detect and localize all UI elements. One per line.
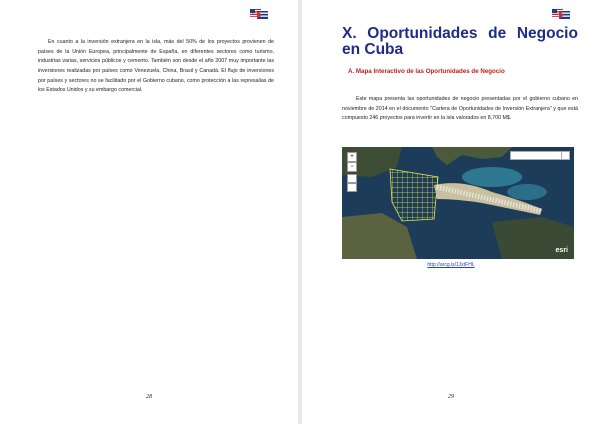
search-icon[interactable] bbox=[561, 151, 570, 160]
right-page bbox=[302, 0, 600, 424]
page-number: 28 bbox=[146, 394, 152, 400]
chapter-title-line2: en Cuba bbox=[342, 41, 404, 58]
zoom-in-button[interactable]: + bbox=[347, 152, 357, 162]
zoom-out-button[interactable]: − bbox=[347, 162, 357, 172]
chapter-word: de bbox=[488, 25, 507, 42]
page-number: 29 bbox=[448, 394, 454, 400]
chapter-word: Negocio bbox=[516, 25, 578, 42]
locate-button[interactable] bbox=[347, 183, 357, 192]
section-heading: A. Mapa Interactivo de las Oportunidades de Negocio bbox=[348, 68, 505, 75]
map-link[interactable]: http://arcg.is/1JxtFHL bbox=[427, 262, 475, 268]
flags-logo-icon bbox=[550, 6, 572, 21]
map-image[interactable] bbox=[342, 147, 574, 259]
left-page bbox=[0, 0, 298, 424]
chapter-word: Oportunidades bbox=[367, 25, 478, 42]
left-paragraph: En cuanto a la inversión extranjera en la isla, más del 50% de los proyectos provienen de países de la Unión Europea, principalmente de España, en diferentes sectores como turismo, industrias varias, servicios públicos y cemento. También son desde el año 2007 muy importante las inversiones realizadas por países como Venezuela, China, Brasil y Canadá. El flujo de inversiones por países y sectores no se facilitado por el Gobierno cubano, como protección a las represalias de los Estados Unidos y su embargo comercial. bbox=[38, 39, 274, 94]
interactive-map[interactable] bbox=[342, 147, 574, 259]
flags-logo-icon bbox=[248, 6, 270, 21]
chapter-number: X. bbox=[342, 25, 357, 42]
map-search-input[interactable] bbox=[510, 151, 562, 160]
right-paragraph: Este mapa presenta las oportunidades de negocio presentadas por el gobierno cubano en noviembre de 2014 en el documento "Cartera de Oportunidades de Inversión Extranjera" y que está compuesto 246 proyectos para invertir en la isla valorados en 8,700 M$. bbox=[342, 96, 578, 122]
home-button[interactable] bbox=[347, 174, 357, 183]
esri-logo: esri bbox=[555, 247, 568, 254]
chapter-title bbox=[342, 26, 578, 58]
